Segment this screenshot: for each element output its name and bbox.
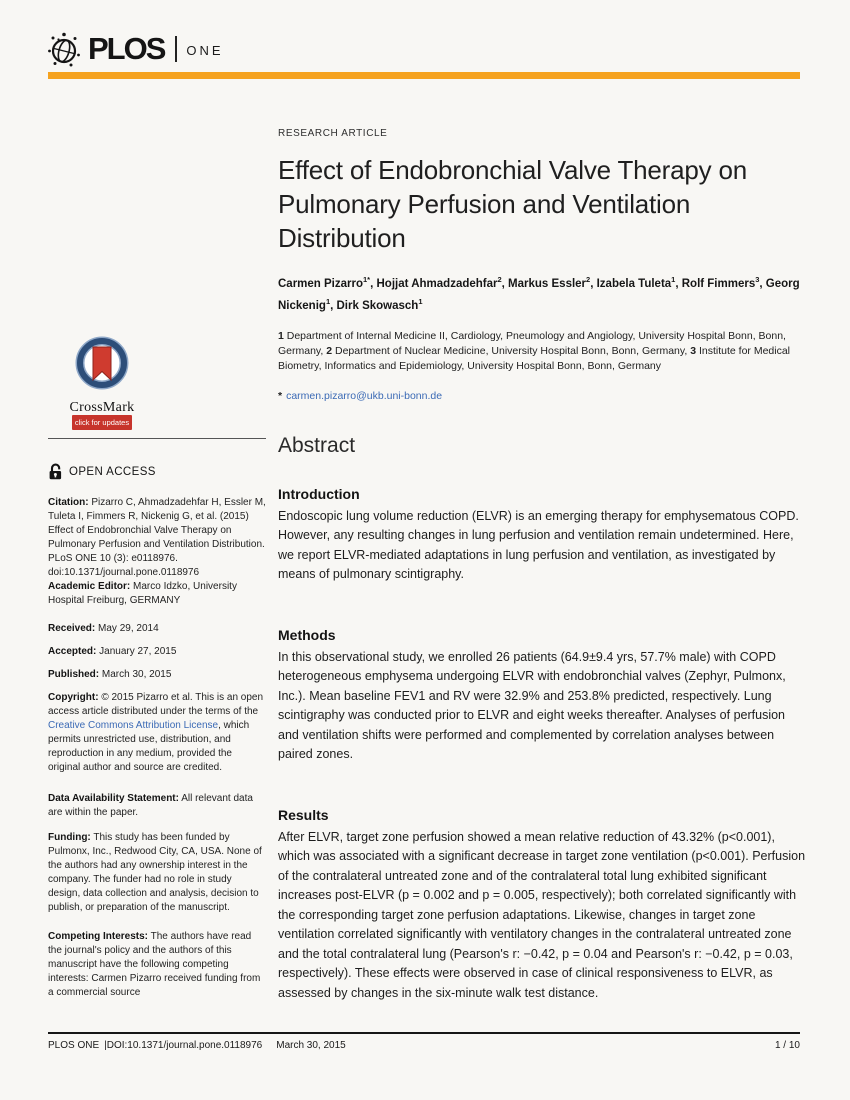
- copyright-text-before: © 2015 Pizarro et al. This is an open access article distributed under the terms of the: [48, 692, 264, 717]
- abstract-section-methods: [278, 627, 806, 765]
- corresponding-email-line: [278, 390, 806, 402]
- section-text-results: After ELVR, target zone perfusion showed a mean relative reduction of 43.32% (p<0.001), which was associated with a significant decrease in target zone ventilation (p<0.001). Perfusion of the contralateral untreated zone and of the contralateral total lung exhibited significant increases post-ELVR (p = 0.002 and p = 0.005, respectively); both correlated significantly with the corresponding target zone perfusion adaptations. Likewise, changes in target zone ventilation correlated significantly with ventilatory changes in the contralateral untreated zone and the total contralateral lung (Pearson's r: −0.42, p = 0.04 and Pearson's r: −0.42, p = 0.03, respectively). These effects were observed in case of clinical responsiveness to ELVR, as assessed by changes in the six-minute walk test distance.: [278, 829, 806, 1000]
- abstract-heading: Abstract: [278, 433, 356, 457]
- crossmark-title: CrossMark: [69, 400, 135, 415]
- crossmark-badge[interactable]: [50, 336, 154, 430]
- copyright-text-after: , which permits unrestricted use, distribution, and reproduction in any medium, provided the original author and source are credited.: [48, 720, 250, 773]
- academic-editor-text: Marco Idzko, University Hospital Freiburg, GERMANY: [48, 581, 237, 606]
- corresponding-email-link[interactable]: carmen.pizarro@ukb.uni-bonn.de: [286, 389, 443, 402]
- accepted-date: January 27, 2015: [99, 646, 177, 657]
- plos-globe-icon: [46, 30, 82, 68]
- footer: [48, 1040, 800, 1051]
- open-lock-icon: [48, 463, 63, 480]
- competing-interests-label: Competing Interests:: [48, 931, 149, 942]
- footer-page-number: 1 / 10: [774, 1040, 800, 1051]
- plos-wordmark: PLOS: [88, 31, 165, 66]
- section-heading-methods: Methods: [278, 626, 336, 643]
- logo-divider: [175, 36, 177, 62]
- one-wordmark: ONE: [186, 42, 224, 58]
- competing-interests-block: [48, 930, 266, 1000]
- author: Hojjat Ahmadzadehfar$^2$: [376, 275, 502, 290]
- funding-label: Funding:: [48, 832, 91, 843]
- published-label: Published:: [48, 669, 100, 680]
- received-label: Received:: [48, 623, 96, 634]
- crossmark-subtitle: click for updates: [72, 415, 132, 430]
- author: Carmen Pizarro$^{1*}$: [278, 275, 371, 290]
- footer-citation: [48, 1040, 346, 1051]
- author: Georg Nickenig$^1$: [278, 277, 800, 312]
- affiliation-list: 1 Department of Internal Medicine II, Cardiology, Pneumology and Angiology, University Hospital Bonn, Bonn, Germany, 2 Department of Nuclear Medicine, University Hospital Bonn, Bonn, Germany, 3 Institute for Medical Biometry, Informatics and Epidemiology, University Hospital Bonn, Bonn, Germany: [278, 329, 791, 372]
- open-access-label: OPEN ACCESS: [69, 465, 156, 478]
- copyright-block: [48, 691, 266, 775]
- academic-editor-block: [48, 580, 266, 608]
- data-availability-label: Data Availability Statement:: [48, 793, 179, 804]
- author-list: Carmen Pizarro$^{1*}$, Hojjat Ahmadzadehfar$^2$, Markus Essler$^2$, Izabela Tuleta$^1$, Rolf Fimmers$^3$, Georg Nickenig$^1$, Dirk Skowasch$^1$: [278, 275, 800, 312]
- crossmark-icon: [74, 336, 130, 394]
- section-text-methods: In this observational study, we enrolled 26 patients (64.9±9.4 yrs, 57.7% male) with COPD heterogeneous emphysema undergoing ELVR with endobronchial valves (Zephyr, Pulmonx, Inc.). Mean baseline FEV1 and RV were 32.9% and 253.8% predicted, respectively. Lung scintigraphy was conducted prior to ELVR and eight weeks thereafter. Analyses of perfusion and ventilation shifts were performed and complemented by correlation analyses between paired zones.: [278, 649, 786, 762]
- academic-editor-label: Academic Editor:: [48, 581, 131, 592]
- data-availability-text: All relevant data are within the paper.: [48, 793, 253, 818]
- cc-license-link[interactable]: Creative Commons Attribution License: [48, 720, 219, 731]
- author: Markus Essler$^2$: [508, 275, 591, 290]
- author: Dirk Skowasch$^1$: [336, 296, 423, 312]
- funding-block: [48, 831, 266, 915]
- footer-rule: [48, 1032, 800, 1034]
- accepted-label: Accepted:: [48, 646, 97, 657]
- funding-text: This study has been funded by Pulmonx, Inc., Redwood City, CA, USA. None of the authors had any ownership interest in the company. The funder had no role in study design, data collection and analysis, decision to publish, or preparation of the manuscript.: [48, 832, 262, 913]
- header-accent-rule: [48, 72, 800, 79]
- section-text-introduction: Endoscopic lung volume reduction (ELVR) is an emerging therapy for emphysematous COPD. However, any resulting changes in lung perfusion and ventilation remain undetermined. Here, we report ELVR-mediated adaptations in lung perfusion and ventilation, as investigated by means of pulmonary scintigraphy.: [278, 508, 799, 582]
- abstract-section-results: [278, 807, 806, 1004]
- data-availability-block: [48, 792, 266, 820]
- competing-interests-text: The authors have read the journal's policy and the authors of this manuscript have the following competing interests: Carmen Pizarro received funding from a commercial source: [48, 931, 261, 998]
- citation-label: Citation:: [48, 497, 89, 508]
- citation-text: Pizarro C, Ahmadzadehfar H, Essler M, Tuleta I, Fimmers R, Nickenig G, et al. (2015) Effect of Endobronchial Valve Therapy on Pulmonary Perfusion and Ventilation Distribution. PLoS ONE 10 (3): e0118976. doi:10.1371/journal.pone.0118976: [48, 497, 266, 578]
- footer-separator: |: [104, 1040, 107, 1051]
- received-date: May 29, 2014: [98, 623, 159, 634]
- section-heading-results: Results: [278, 806, 329, 823]
- footer-date: March 30, 2015: [276, 1040, 346, 1051]
- author: Izabela Tuleta$^1$: [596, 275, 676, 290]
- sidebar-divider: [48, 438, 266, 439]
- open-access-row: [48, 463, 156, 480]
- corresponding-marker: *: [278, 389, 283, 402]
- article-title: Effect of Endobronchial Valve Therapy on Pulmonary Perfusion and Ventilation Distribution: [278, 155, 747, 253]
- published-date: March 30, 2015: [101, 669, 172, 680]
- footer-journal: PLOS ONE: [48, 1040, 100, 1051]
- published-block: [48, 668, 266, 682]
- citation-block: [48, 496, 266, 580]
- plos-logo: [46, 30, 224, 68]
- abstract-section-introduction: [278, 486, 806, 585]
- section-heading-introduction: Introduction: [278, 485, 360, 502]
- article-main: [278, 128, 806, 1003]
- copyright-label: Copyright:: [48, 692, 99, 703]
- author: Rolf Fimmers$^3$: [681, 275, 760, 290]
- footer-doi: DOI:10.1371/journal.pone.0118976: [106, 1040, 263, 1051]
- article-type-kicker: RESEARCH ARTICLE: [278, 128, 388, 139]
- received-block: [48, 622, 266, 636]
- accepted-block: [48, 645, 266, 659]
